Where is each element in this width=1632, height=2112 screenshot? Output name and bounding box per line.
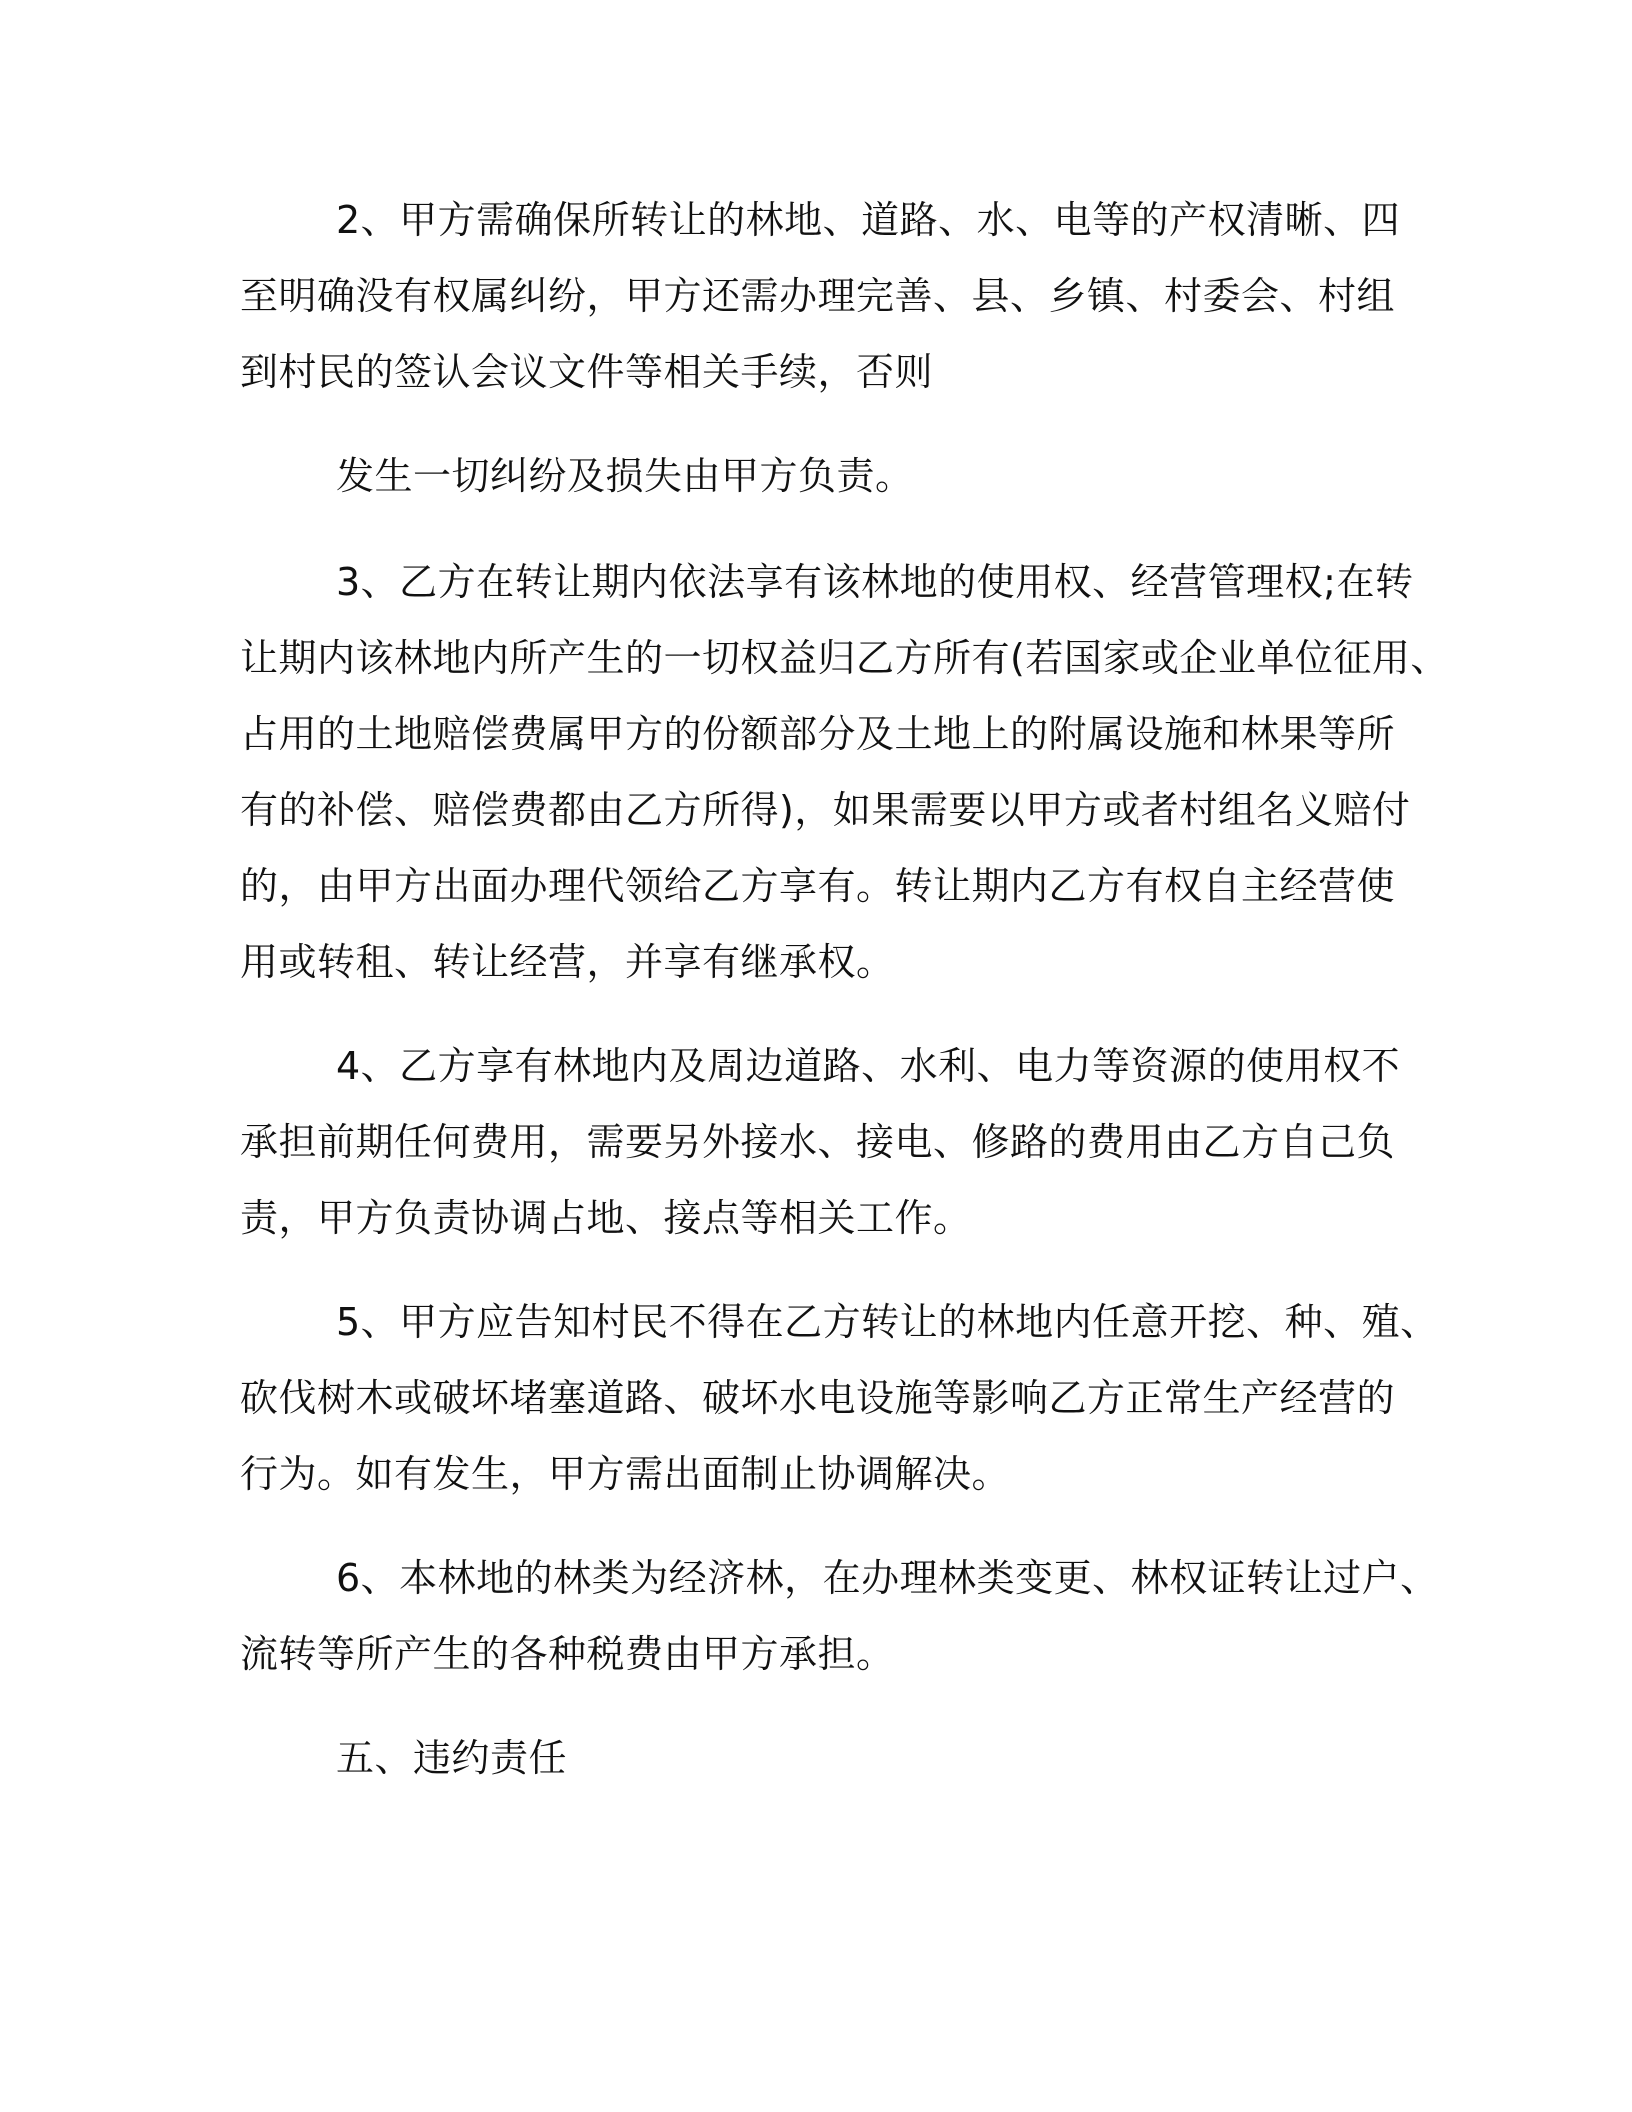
document-page xyxy=(240,0,1449,2112)
paragraph-3-line-3: 占用的土地赔偿费属甲方的份额部分及土地上的附属设施和林果等所 xyxy=(240,712,1396,756)
paragraph-5-line-1: 5、甲方应告知村民不得在乙方转让的林地内任意开挖、种、殖、 xyxy=(336,1300,1439,1344)
paragraph-4-line-1: 4、乙方享有林地内及周边道路、水利、电力等资源的使用权不 xyxy=(336,1044,1401,1088)
paragraph-continuation-line: 发生一切纠纷及损失由甲方负责。 xyxy=(336,454,914,498)
paragraph-6-line-1: 6、本林地的林类为经济林，在办理林类变更、林权证转让过户、 xyxy=(336,1556,1439,1600)
paragraph-4-line-3: 责，甲方负责协调占地、接点等相关工作。 xyxy=(240,1196,972,1240)
section-heading-breach-liability: 五、违约责任 xyxy=(336,1736,568,1780)
paragraph-3-line-6: 用或转租、转让经营，并享有继承权。 xyxy=(240,940,895,984)
paragraph-3-line-1: 3、乙方在转让期内依法享有该林地的使用权、经营管理权;在转 xyxy=(336,560,1414,604)
paragraph-3-line-2: 让期内该林地内所产生的一切权益归乙方所有(若国家或企业单位征用、 xyxy=(240,636,1449,680)
paragraph-3-line-5: 的，由甲方出面办理代领给乙方享有。转让期内乙方有权自主经营使 xyxy=(240,864,1396,908)
paragraph-5-line-2: 砍伐树木或破坏堵塞道路、破坏水电设施等影响乙方正常生产经营的 xyxy=(240,1376,1396,1420)
paragraph-2-line-3: 到村民的签认会议文件等相关手续，否则 xyxy=(240,350,934,394)
paragraph-2-line-1: 2、甲方需确保所转让的林地、道路、水、电等的产权清晰、四 xyxy=(336,198,1401,242)
paragraph-6-line-2: 流转等所产生的各种税费由甲方承担。 xyxy=(240,1632,895,1676)
paragraph-4-line-2: 承担前期任何费用，需要另外接水、接电、修路的费用由乙方自己负 xyxy=(240,1120,1396,1164)
paragraph-5-line-3: 行为。如有发生，甲方需出面制止协调解决。 xyxy=(240,1452,1011,1496)
paragraph-3-line-4: 有的补偿、赔偿费都由乙方所得)，如果需要以甲方或者村组名义赔付 xyxy=(240,788,1411,832)
paragraph-2-line-2: 至明确没有权属纠纷，甲方还需办理完善、县、乡镇、村委会、村组 xyxy=(240,274,1396,318)
